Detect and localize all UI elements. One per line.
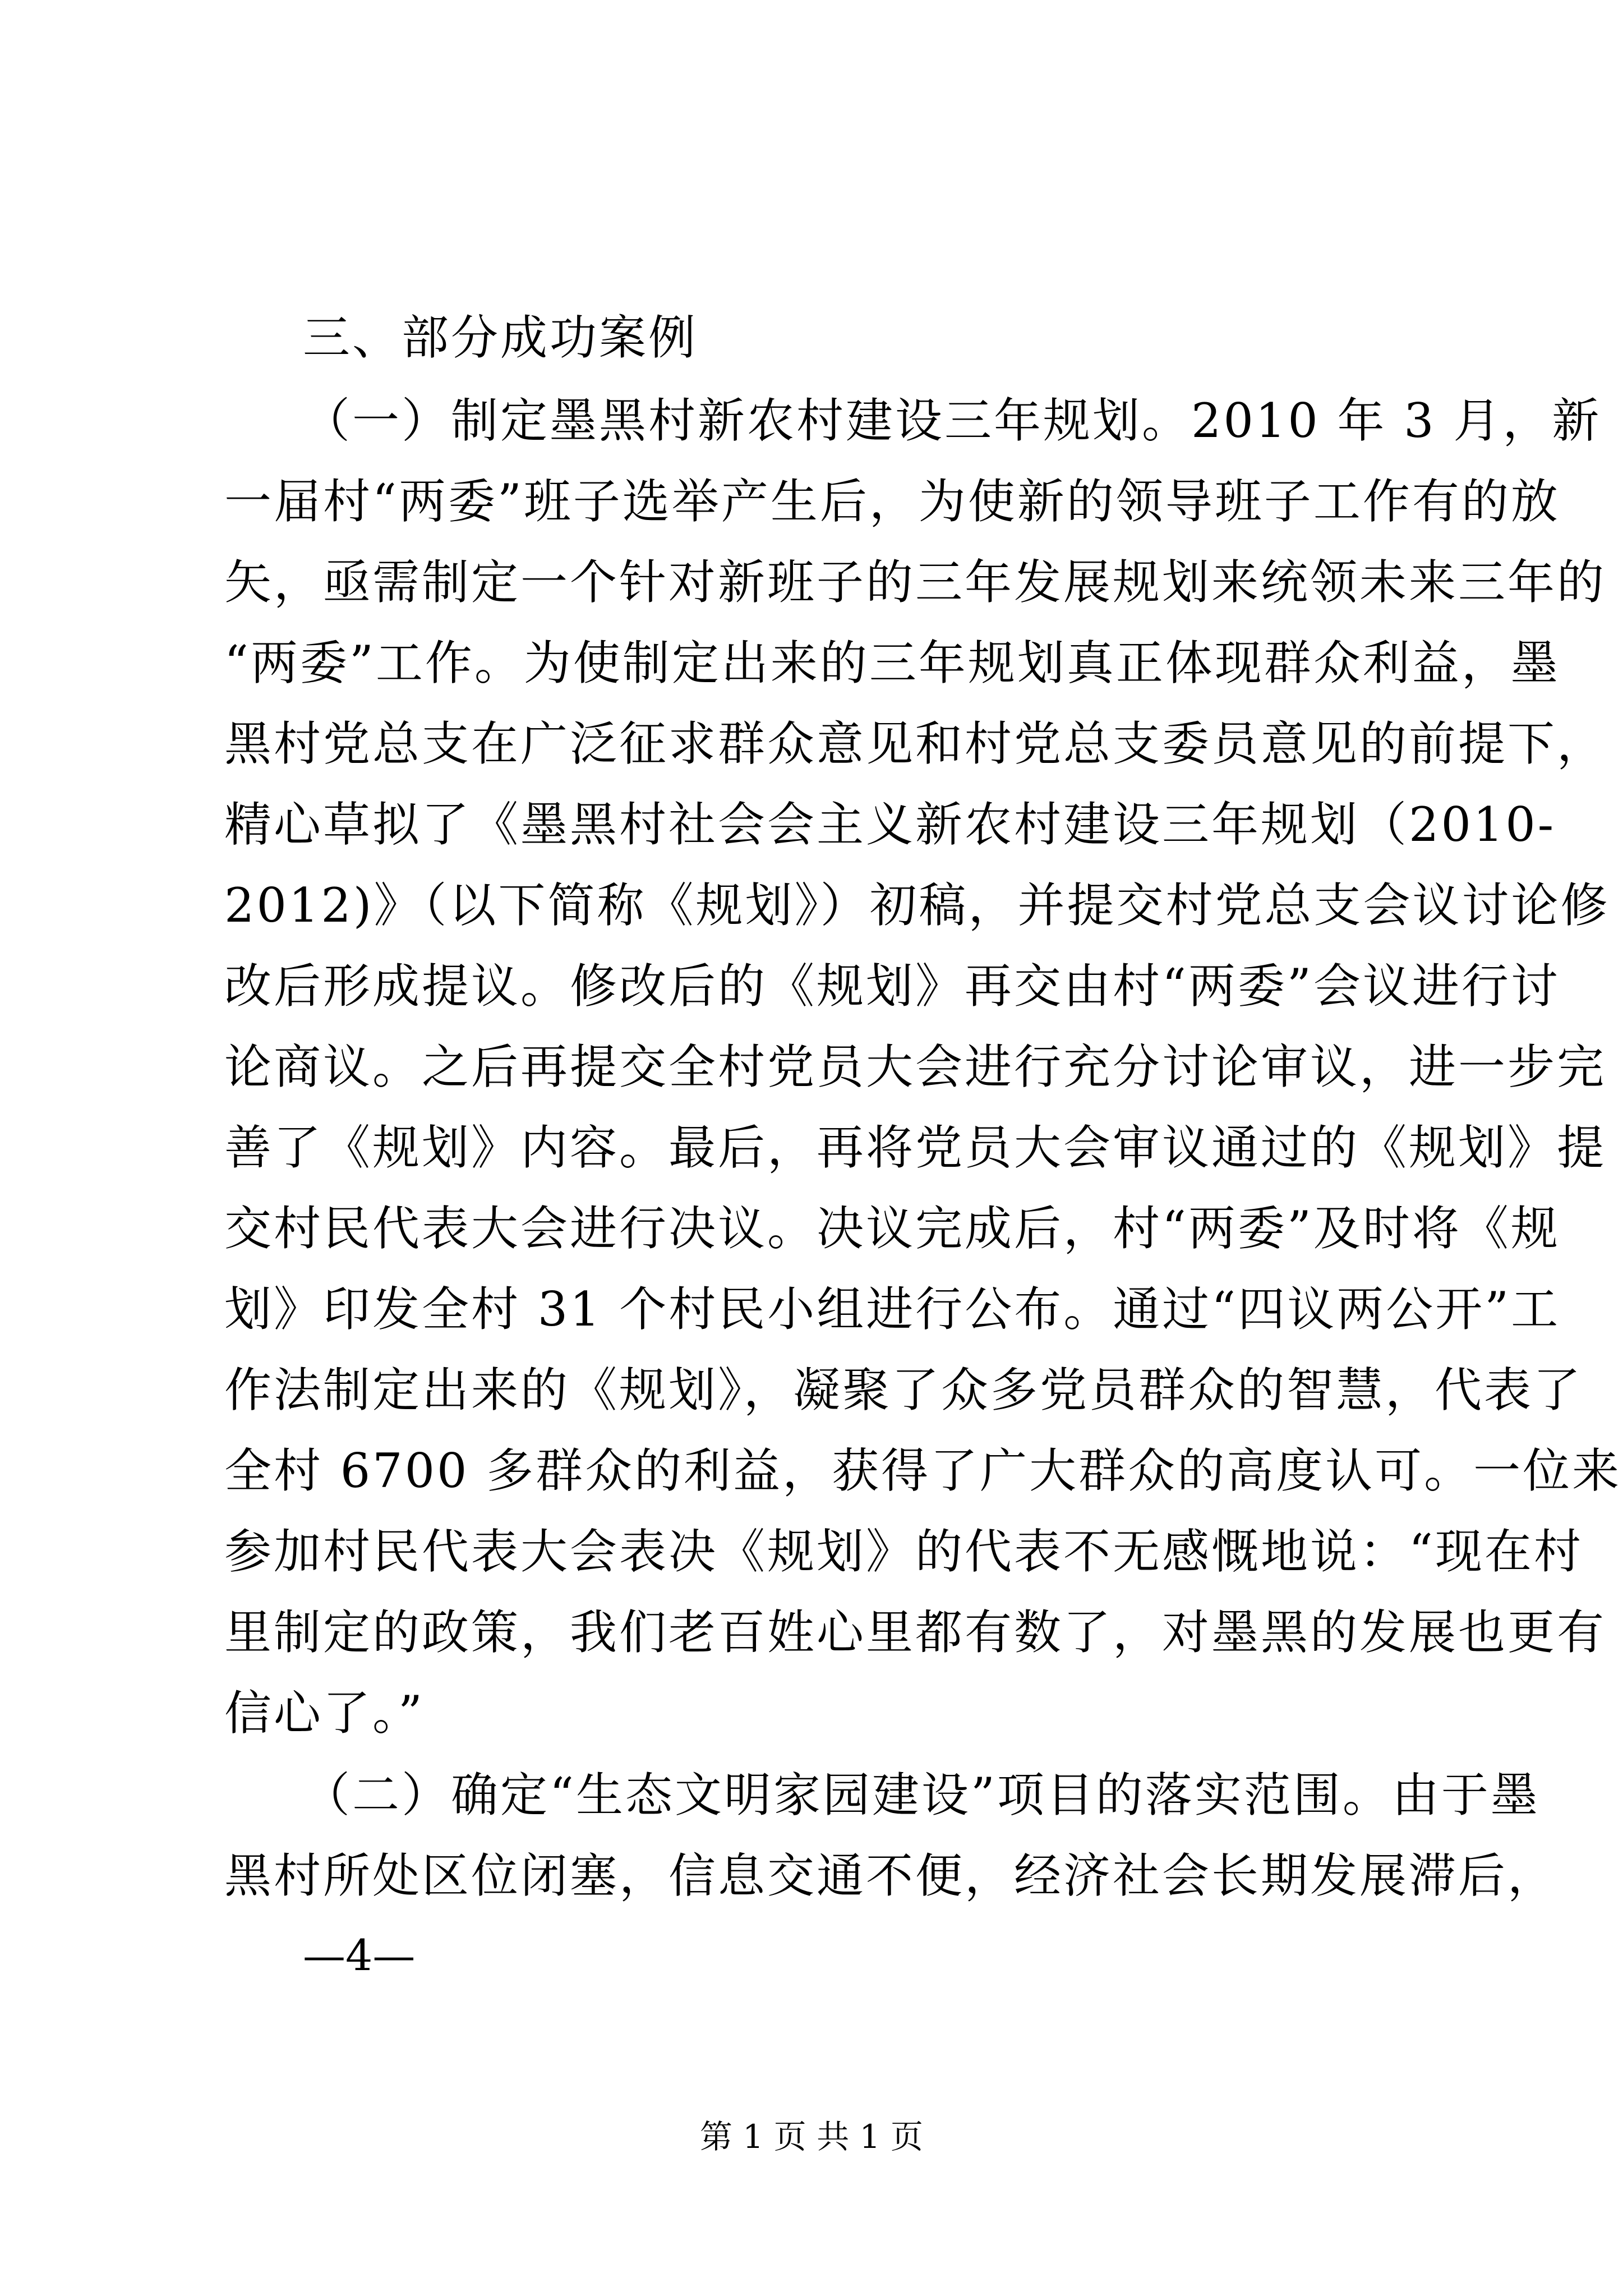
paragraph-line: 黑村党总支在广泛征求群众意见和村党总支委员意见的前提下， [224,716,1607,771]
section-heading: 三、部分成功案例 [303,310,698,365]
paragraph-line: 矢，亟需制定一个针对新班子的三年发展规划来统领未来三年的 [224,555,1607,610]
paragraph-line: 精心草拟了《墨黑村社会会主义新农村建设三年规划（2010- [224,797,1556,852]
paragraph-line: 黑村所处区位闭塞，信息交通不便，经济社会长期发展滞后， [224,1848,1557,1903]
paragraph-line: 交村民代表大会进行决议。决议完成后，村“两委”及时将《规 [224,1201,1560,1256]
paragraph-line: 论商议。之后再提交全村党员大会进行充分讨论审议，进一步完 [224,1039,1607,1094]
paragraph-line: 作法制定出来的《规划》，凝聚了众多党员群众的智慧，代表了 [224,1363,1583,1418]
paragraph-line: 改后形成提议。修改后的《规划》再交由村“两委”会议进行讨 [224,959,1560,1014]
paragraph-line: “两委”工作。为使制定出来的三年规划真正体现群众利益，墨 [224,636,1560,691]
paragraph-line: 划》印发全村 31 个村民小组进行公布。通过“四议两公开”工 [224,1282,1561,1337]
paragraph-line: 全村 6700 多群众的利益，获得了广大群众的高度认可。一位来 [224,1443,1622,1498]
paragraph-line: 善了《规划》内容。最后，再将党员大会审议通过的《规划》提 [224,1120,1607,1175]
paragraph-line: 2012)》（以下简称《规划》）初稿，并提交村党总支会议讨论修 [224,878,1610,933]
page-footer: 第 1 页 共 1 页 [700,2118,923,2156]
paragraph-line: （一）制定墨黑村新农村建设三年规划。2010 年 3 月，新 [303,393,1602,448]
paragraph-line: 里制定的政策，我们老百姓心里都有数了，对墨黑的发展也更有 [224,1605,1607,1660]
paragraph-line: 信心了。” [224,1686,425,1741]
paragraph-line: 一届村“两委”班子选举产生后，为使新的领导班子工作有的放 [224,474,1560,529]
paragraph-line: （二）确定“生态文明家园建设”项目的落实范围。由于墨 [303,1768,1540,1823]
paragraph-line: 参加村民代表大会表决《规划》的代表不无感慨地说：“现在村 [224,1524,1583,1579]
page-number: —4— [303,1930,416,1980]
